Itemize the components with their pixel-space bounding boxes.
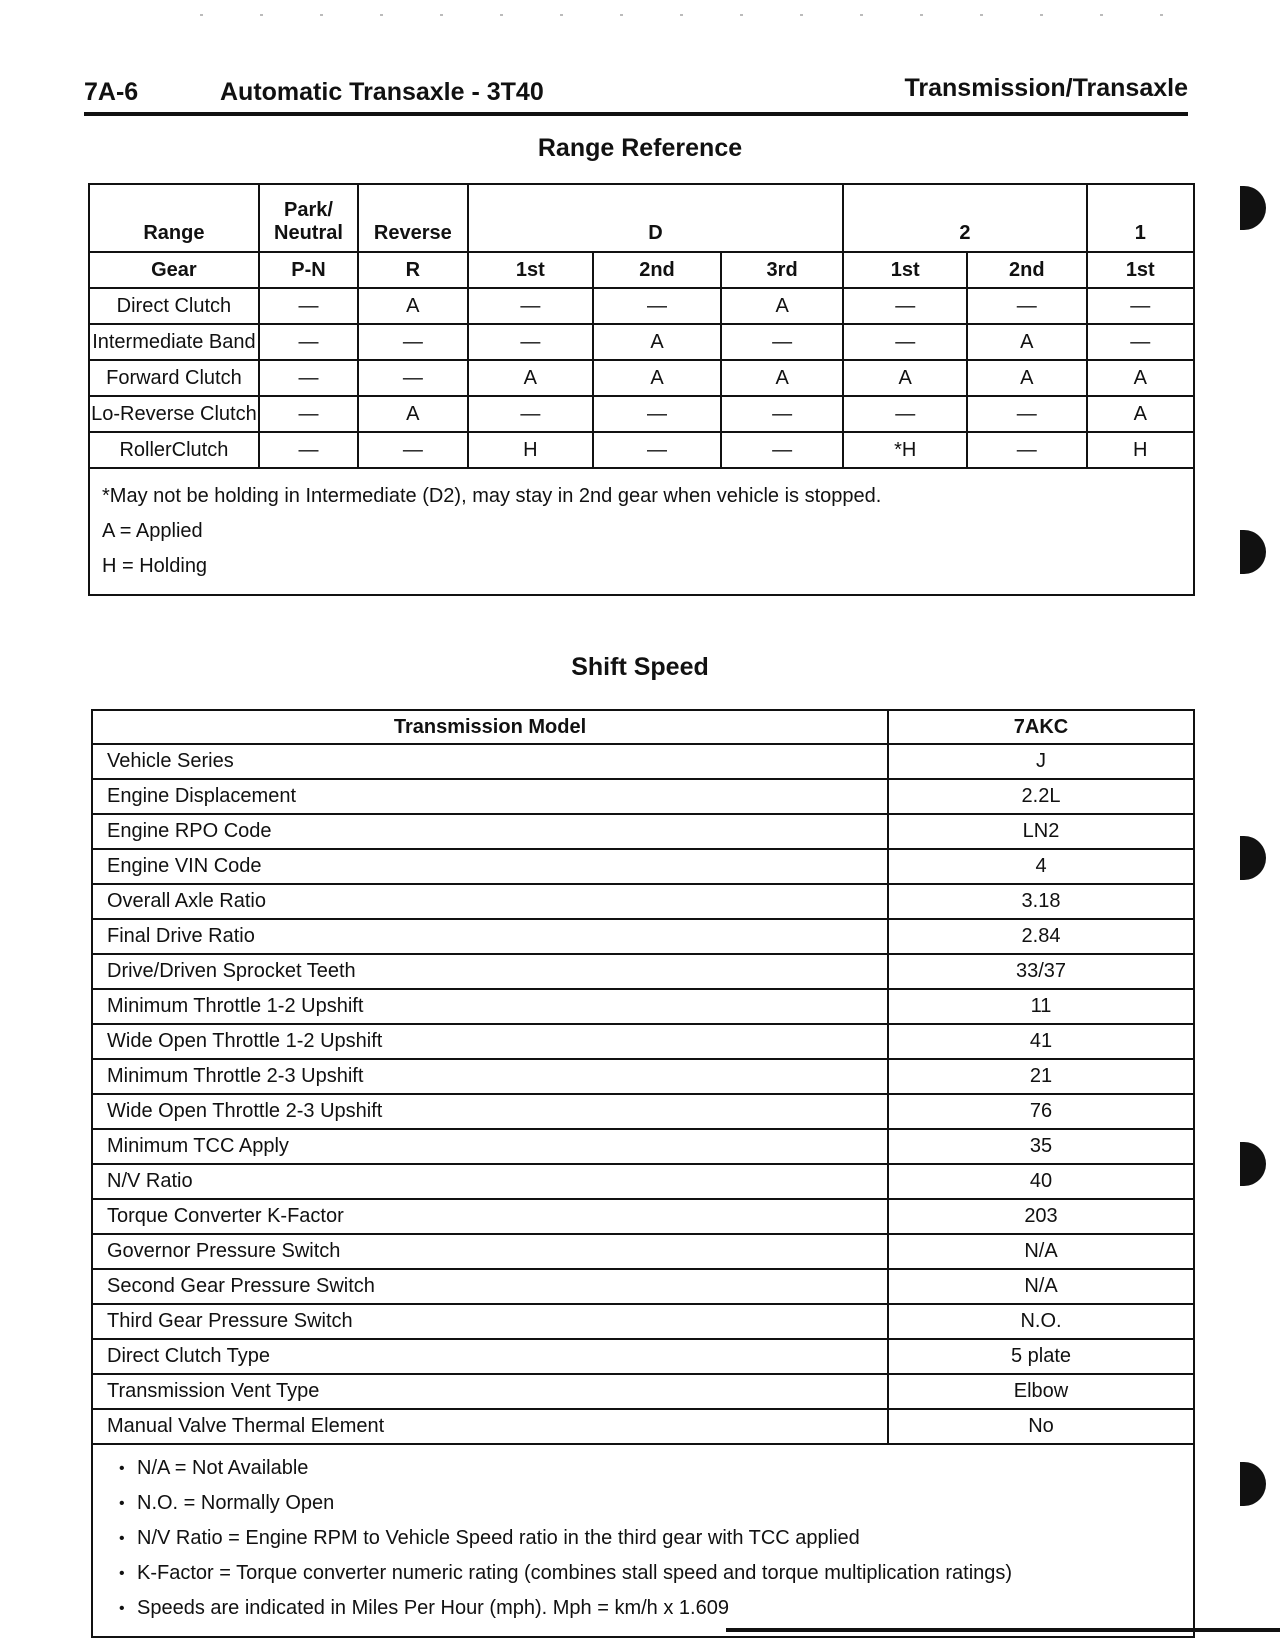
- row-label: Minimum Throttle 1-2 Upshift: [92, 989, 888, 1024]
- cell: A: [721, 288, 844, 324]
- cell: —: [843, 288, 967, 324]
- row-value: 41: [888, 1024, 1194, 1059]
- row-label: Transmission Vent Type: [92, 1374, 888, 1409]
- cell: A: [967, 324, 1087, 360]
- cell: —: [1087, 288, 1194, 324]
- page-header: [84, 74, 1188, 116]
- doc-title: Automatic Transaxle - 3T40: [220, 78, 544, 106]
- row-value: Elbow: [888, 1374, 1194, 1409]
- row-value: 40: [888, 1164, 1194, 1199]
- gear-cell: R: [358, 252, 467, 288]
- cell: A: [593, 360, 721, 396]
- row-value: N/A: [888, 1269, 1194, 1304]
- gear-label: Gear: [89, 252, 259, 288]
- row-label: Torque Converter K-Factor: [92, 1199, 888, 1234]
- table-row: [92, 919, 1194, 954]
- row-value: 5 plate: [888, 1339, 1194, 1374]
- cell: —: [843, 324, 967, 360]
- cell: —: [468, 288, 594, 324]
- row-label: Direct Clutch Type: [92, 1339, 888, 1374]
- notes-row: [89, 468, 1194, 595]
- legend-item: • N/V Ratio = Engine RPM to Vehicle Speed ratio in the third gear with TCC applied: [137, 1521, 1177, 1556]
- table-row: [89, 432, 1194, 468]
- bottom-rule: [726, 1628, 1280, 1632]
- model-value-header: 7AKC: [888, 710, 1194, 744]
- cell: H: [468, 432, 594, 468]
- binder-hole-mark: [1242, 530, 1266, 574]
- cell: —: [358, 324, 467, 360]
- table-row: [92, 1199, 1194, 1234]
- row-label: N/V Ratio: [92, 1164, 888, 1199]
- cell: —: [593, 432, 721, 468]
- note-line: H = Holding: [102, 555, 208, 577]
- row-label: Vehicle Series: [92, 744, 888, 779]
- row-label: Governor Pressure Switch: [92, 1234, 888, 1269]
- table-row: [92, 1269, 1194, 1304]
- shift-header-row: [92, 710, 1194, 744]
- range-reverse: Reverse: [358, 184, 467, 252]
- range-notes: [89, 468, 1194, 595]
- cell: *H: [843, 432, 967, 468]
- table-row: [92, 849, 1194, 884]
- cell: —: [843, 396, 967, 432]
- row-value: 2.84: [888, 919, 1194, 954]
- legend-item: • N/A = Not Available: [137, 1451, 1177, 1486]
- row-label: Engine VIN Code: [92, 849, 888, 884]
- row-value: 2.2L: [888, 779, 1194, 814]
- table-row: [92, 1024, 1194, 1059]
- cell: —: [967, 396, 1087, 432]
- cell: —: [967, 432, 1087, 468]
- row-value: LN2: [888, 814, 1194, 849]
- binder-hole-mark: [1242, 186, 1266, 230]
- table-row: [89, 288, 1194, 324]
- row-label: Overall Axle Ratio: [92, 884, 888, 919]
- row-value: 21: [888, 1059, 1194, 1094]
- legend-item: • Speeds are indicated in Miles Per Hour (mph). Mph = km/h x 1.609: [137, 1591, 1177, 1626]
- shift-legend: [92, 1444, 1194, 1637]
- table-row: [89, 396, 1194, 432]
- note-line: A = Applied: [102, 520, 203, 542]
- table-row: [92, 1234, 1194, 1269]
- range-1: 1: [1087, 184, 1194, 252]
- range-drive: D: [468, 184, 844, 252]
- gear-cell: 1st: [468, 252, 594, 288]
- table-row: [92, 1094, 1194, 1129]
- cell: —: [593, 288, 721, 324]
- legend-item: • N.O. = Normally Open: [137, 1486, 1177, 1521]
- scan-speckle: [200, 14, 1180, 16]
- table-row: [92, 1304, 1194, 1339]
- legend-row: [92, 1444, 1194, 1637]
- page-code: 7A-6: [84, 78, 139, 106]
- cell: A: [358, 288, 467, 324]
- gear-cell: 2nd: [967, 252, 1087, 288]
- cell: A: [1087, 360, 1194, 396]
- note-line: *May not be holding in Intermediate (D2), may stay in 2nd gear when vehicle is stopped.: [102, 485, 882, 507]
- row-value: J: [888, 744, 1194, 779]
- cell: A: [843, 360, 967, 396]
- row-label: Intermediate Band: [89, 324, 259, 360]
- table-row: [89, 360, 1194, 396]
- model-col-header: Transmission Model: [92, 710, 888, 744]
- table-row: [92, 1059, 1194, 1094]
- gear-header-row: [89, 252, 1194, 288]
- binder-hole-mark: [1242, 836, 1266, 880]
- range-label: Range: [89, 184, 259, 252]
- cell: A: [967, 360, 1087, 396]
- row-value: 35: [888, 1129, 1194, 1164]
- gear-cell: P-N: [259, 252, 358, 288]
- cell: —: [721, 432, 844, 468]
- cell: —: [358, 360, 467, 396]
- cell: —: [721, 324, 844, 360]
- gear-cell: 3rd: [721, 252, 844, 288]
- cell: —: [358, 432, 467, 468]
- range-2: 2: [843, 184, 1086, 252]
- gear-cell: 1st: [1087, 252, 1194, 288]
- table-row: [92, 1339, 1194, 1374]
- cell: —: [468, 324, 594, 360]
- row-label: Manual Valve Thermal Element: [92, 1409, 888, 1444]
- row-label: Wide Open Throttle 2-3 Upshift: [92, 1094, 888, 1129]
- cell: —: [1087, 324, 1194, 360]
- row-label: Second Gear Pressure Switch: [92, 1269, 888, 1304]
- row-value: 33/37: [888, 954, 1194, 989]
- cell: A: [593, 324, 721, 360]
- row-value: No: [888, 1409, 1194, 1444]
- cell: A: [358, 396, 467, 432]
- row-value: N.O.: [888, 1304, 1194, 1339]
- row-label: Minimum TCC Apply: [92, 1129, 888, 1164]
- table-row: [92, 1129, 1194, 1164]
- table-row: [92, 814, 1194, 849]
- row-label: Third Gear Pressure Switch: [92, 1304, 888, 1339]
- binder-hole-mark: [1242, 1462, 1266, 1506]
- row-label: Final Drive Ratio: [92, 919, 888, 954]
- row-value: 76: [888, 1094, 1194, 1129]
- cell: A: [1087, 396, 1194, 432]
- row-label: Drive/Driven Sprocket Teeth: [92, 954, 888, 989]
- gear-cell: 2nd: [593, 252, 721, 288]
- row-value: 3.18: [888, 884, 1194, 919]
- cell: —: [259, 432, 358, 468]
- row-label: Lo-Reverse Clutch: [89, 396, 259, 432]
- cell: —: [593, 396, 721, 432]
- cell: H: [1087, 432, 1194, 468]
- section-title: Transmission/Transaxle: [904, 74, 1188, 102]
- shift-speed-table: [91, 709, 1195, 1638]
- cell: —: [259, 396, 358, 432]
- row-value: 203: [888, 1199, 1194, 1234]
- gear-cell: 1st: [843, 252, 967, 288]
- row-value: 11: [888, 989, 1194, 1024]
- cell: —: [468, 396, 594, 432]
- table-row: [92, 1164, 1194, 1199]
- cell: —: [259, 360, 358, 396]
- binder-hole-mark: [1242, 1142, 1266, 1186]
- table-row: [89, 324, 1194, 360]
- table-row: [92, 744, 1194, 779]
- table-row: [92, 989, 1194, 1024]
- table-row: [92, 1374, 1194, 1409]
- row-label: Forward Clutch: [89, 360, 259, 396]
- shift-speed-caption: Shift Speed: [571, 653, 709, 681]
- row-label: Wide Open Throttle 1-2 Upshift: [92, 1024, 888, 1059]
- cell: A: [721, 360, 844, 396]
- row-value: 4: [888, 849, 1194, 884]
- range-reference-caption: Range Reference: [537, 134, 743, 162]
- cell: —: [259, 324, 358, 360]
- cell: —: [259, 288, 358, 324]
- range-park-neutral: Park/ Neutral: [259, 184, 358, 252]
- range-reference-table: [88, 183, 1195, 596]
- row-label: Direct Clutch: [89, 288, 259, 324]
- range-header-row: [89, 184, 1194, 252]
- cell: A: [468, 360, 594, 396]
- cell: —: [721, 396, 844, 432]
- table-row: [92, 779, 1194, 814]
- table-row: [92, 954, 1194, 989]
- row-value: N/A: [888, 1234, 1194, 1269]
- table-row: [92, 1409, 1194, 1444]
- cell: —: [967, 288, 1087, 324]
- row-label: Engine RPO Code: [92, 814, 888, 849]
- row-label: Engine Displacement: [92, 779, 888, 814]
- row-label: Minimum Throttle 2-3 Upshift: [92, 1059, 888, 1094]
- row-label: RollerClutch: [89, 432, 259, 468]
- table-row: [92, 884, 1194, 919]
- legend-item: • K-Factor = Torque converter numeric rating (combines stall speed and torque multiplication ratings): [137, 1556, 1177, 1591]
